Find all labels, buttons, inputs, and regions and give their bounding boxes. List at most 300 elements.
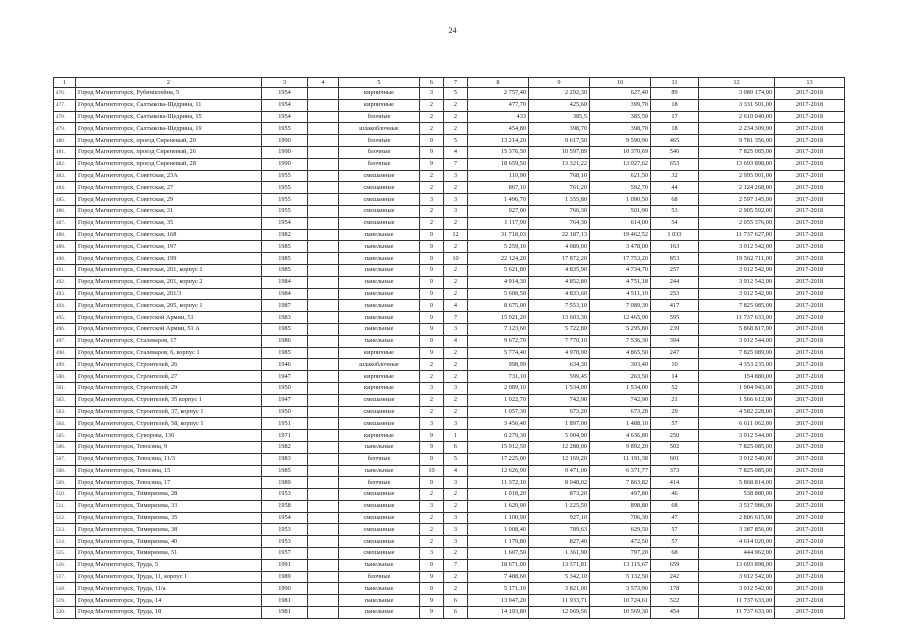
residents-cell: 17 bbox=[651, 111, 699, 123]
area-col-10-cell: 7 863,82 bbox=[590, 477, 651, 489]
col-4-cell bbox=[308, 489, 339, 501]
wall-material-cell: кирпичные bbox=[339, 430, 420, 442]
cost-cell: 7 825 085,00 bbox=[699, 300, 775, 312]
address-cell: Город Магнитогорск, Салтыкова-Щедрина, 19 bbox=[76, 123, 262, 135]
cost-cell: 3 387 856,00 bbox=[699, 524, 775, 536]
period-cell: 2017-2018 bbox=[775, 88, 845, 100]
table-row bbox=[54, 158, 845, 170]
floors-cell: 9 bbox=[420, 253, 444, 265]
floors-cell: 2 bbox=[420, 371, 444, 383]
period-cell: 2017-2018 bbox=[775, 430, 845, 442]
year-built-cell: 1989 bbox=[262, 477, 308, 489]
wall-material-cell: панельные bbox=[339, 253, 420, 265]
entrances-cell: 6 bbox=[444, 607, 468, 619]
cost-cell: 7 825 089,00 bbox=[699, 347, 775, 359]
area-col-9-cell: 17 872,20 bbox=[529, 253, 590, 265]
cost-cell: 4 582 228,00 bbox=[699, 406, 775, 418]
address-cell: Город Магнитогорск, Советская, 23А bbox=[76, 170, 262, 182]
entrances-cell: 7 bbox=[444, 158, 468, 170]
residents-cell: 52 bbox=[651, 382, 699, 394]
area-col-10-cell: 398,70 bbox=[590, 123, 651, 135]
col-4-cell bbox=[308, 253, 339, 265]
cost-cell: 3 912 542,00 bbox=[699, 583, 775, 595]
area-col-9-cell: 3 821,00 bbox=[529, 583, 590, 595]
address-cell: Город Магнитогорск, Строителей, 26 bbox=[76, 359, 262, 371]
period-cell: 2017-2018 bbox=[775, 253, 845, 265]
wall-material-cell: кирпичные bbox=[339, 88, 420, 100]
row-number-cell: 483. bbox=[54, 170, 76, 182]
year-built-cell: 1953 bbox=[262, 536, 308, 548]
entrances-cell: 3 bbox=[444, 512, 468, 524]
area-col-9-cell: 764,30 bbox=[529, 217, 590, 229]
address-cell: Город Магнитогорск, Тимирязева, 51 bbox=[76, 548, 262, 560]
area-col-10-cell: 7 536,30 bbox=[590, 335, 651, 347]
residents-cell: 53 bbox=[651, 205, 699, 217]
area-col-10-cell: 1 488,10 bbox=[590, 418, 651, 430]
total-area-cell: 5 774,40 bbox=[468, 347, 529, 359]
address-cell: Город Магнитогорск, проезд Сиреневый, 26 bbox=[76, 146, 262, 158]
residents-cell: 454 bbox=[651, 607, 699, 619]
table-row bbox=[54, 536, 845, 548]
row-number-cell: 513. bbox=[54, 524, 76, 536]
period-cell: 2017-2018 bbox=[775, 312, 845, 324]
row-number-cell: 498. bbox=[54, 347, 76, 359]
area-col-10-cell: 629,50 bbox=[590, 524, 651, 536]
entrances-cell: 3 bbox=[444, 323, 468, 335]
area-col-10-cell: 797,20 bbox=[590, 548, 651, 560]
area-col-10-cell: 898,80 bbox=[590, 500, 651, 512]
floors-cell: 9 bbox=[420, 300, 444, 312]
row-number-cell: 519. bbox=[54, 595, 76, 607]
year-built-cell: 1985 bbox=[262, 253, 308, 265]
row-number-cell: 493. bbox=[54, 288, 76, 300]
entrances-cell: 4 bbox=[444, 335, 468, 347]
floors-cell: 9 bbox=[420, 477, 444, 489]
address-cell: Город Магнитогорск, Советская, 35 bbox=[76, 217, 262, 229]
year-built-cell: 1981 bbox=[262, 595, 308, 607]
area-col-9-cell: 12 288,00 bbox=[529, 441, 590, 453]
cost-cell: 13 693 898,00 bbox=[699, 158, 775, 170]
col-4-cell bbox=[308, 99, 339, 111]
floors-cell: 9 bbox=[420, 559, 444, 571]
floors-cell: 9 bbox=[420, 288, 444, 300]
col-4-cell bbox=[308, 430, 339, 442]
period-cell: 2017-2018 bbox=[775, 418, 845, 430]
period-cell: 2017-2018 bbox=[775, 477, 845, 489]
year-built-cell: 1953 bbox=[262, 489, 308, 501]
col-4-cell bbox=[308, 194, 339, 206]
period-cell: 2017-2018 bbox=[775, 111, 845, 123]
total-area-cell: 433 bbox=[468, 111, 529, 123]
address-cell: Город Магнитогорск, Тевосяна, 11/3 bbox=[76, 453, 262, 465]
address-cell: Город Магнитогорск, Советской Армии, 51 bbox=[76, 312, 262, 324]
area-col-10-cell: 472,50 bbox=[590, 536, 651, 548]
cost-cell: 6 611 062,00 bbox=[699, 418, 775, 430]
table-row bbox=[54, 170, 845, 182]
total-area-cell: 15 376,50 bbox=[468, 146, 529, 158]
entrances-cell: 2 bbox=[444, 394, 468, 406]
area-col-9-cell: 1 534,00 bbox=[529, 382, 590, 394]
row-number-cell: 520. bbox=[54, 607, 76, 619]
col-4-cell bbox=[308, 394, 339, 406]
total-area-cell: 1 620,00 bbox=[468, 500, 529, 512]
wall-material-cell: шлакоблочные bbox=[339, 359, 420, 371]
year-built-cell: 1953 bbox=[262, 524, 308, 536]
area-col-9-cell: 5 004,90 bbox=[529, 430, 590, 442]
col-4-cell bbox=[308, 583, 339, 595]
address-cell: Город Магнитогорск, Советская, 29 bbox=[76, 194, 262, 206]
area-col-10-cell: 10 569,30 bbox=[590, 607, 651, 619]
address-cell: Город Магнитогорск, проезд Сиреневый, 28 bbox=[76, 158, 262, 170]
residents-cell: 253 bbox=[651, 288, 699, 300]
total-area-cell: 6 279,30 bbox=[468, 430, 529, 442]
year-built-cell: 1989 bbox=[262, 571, 308, 583]
floors-cell: 2 bbox=[420, 359, 444, 371]
table-row bbox=[54, 288, 845, 300]
residents-cell: 47 bbox=[651, 512, 699, 524]
residents-cell: 29 bbox=[651, 406, 699, 418]
housing-register-table bbox=[53, 77, 845, 619]
col-4-cell bbox=[308, 170, 339, 182]
address-cell: Город Магнитогорск, Советская, 27 bbox=[76, 182, 262, 194]
wall-material-cell: смешанные bbox=[339, 406, 420, 418]
year-built-cell: 1954 bbox=[262, 512, 308, 524]
row-number-cell: 477. bbox=[54, 99, 76, 111]
total-area-cell: 867,10 bbox=[468, 182, 529, 194]
col-4-cell bbox=[308, 288, 339, 300]
entrances-cell: 2 bbox=[444, 111, 468, 123]
cost-cell: 11 737 633,00 bbox=[699, 607, 775, 619]
wall-material-cell: панельные bbox=[339, 241, 420, 253]
col-4-cell bbox=[308, 524, 339, 536]
address-cell: Город Магнитогорск, Рубинштейна, 5 bbox=[76, 88, 262, 100]
table-row bbox=[54, 359, 845, 371]
row-number-cell: 512. bbox=[54, 512, 76, 524]
period-cell: 2017-2018 bbox=[775, 158, 845, 170]
address-cell: Город Магнитогорск, Сталеваров, 17 bbox=[76, 335, 262, 347]
period-cell: 2017-2018 bbox=[775, 441, 845, 453]
area-col-9-cell: 13 603,30 bbox=[529, 312, 590, 324]
entrances-cell: 2 bbox=[444, 359, 468, 371]
area-col-9-cell: 1 897,00 bbox=[529, 418, 590, 430]
address-cell: Город Магнитогорск, Тимирязева, 35 bbox=[76, 512, 262, 524]
col-4-cell bbox=[308, 607, 339, 619]
total-area-cell: 18 671,00 bbox=[468, 559, 529, 571]
col-4-cell bbox=[308, 359, 339, 371]
residents-cell: 394 bbox=[651, 335, 699, 347]
cost-cell: 3 912 542,00 bbox=[699, 241, 775, 253]
table-row bbox=[54, 135, 845, 147]
entrances-cell: 2 bbox=[444, 406, 468, 418]
total-area-cell: 110,90 bbox=[468, 170, 529, 182]
wall-material-cell: смешанные bbox=[339, 182, 420, 194]
address-cell: Город Магнитогорск, Труда, 18 bbox=[76, 607, 262, 619]
floors-cell: 9 bbox=[420, 453, 444, 465]
area-col-10-cell: 673,20 bbox=[590, 406, 651, 418]
entrances-cell: 4 bbox=[444, 146, 468, 158]
cost-cell: 3 912 544,00 bbox=[699, 430, 775, 442]
table-row bbox=[54, 217, 845, 229]
residents-cell: 10 bbox=[651, 359, 699, 371]
row-number-cell: 487. bbox=[54, 217, 76, 229]
year-built-cell: 1947 bbox=[262, 394, 308, 406]
total-area-cell: 7 123,60 bbox=[468, 323, 529, 335]
floors-cell: 3 bbox=[420, 382, 444, 394]
cost-cell: 5 868 817,00 bbox=[699, 323, 775, 335]
residents-cell: 54 bbox=[651, 217, 699, 229]
total-area-cell: 4 914,30 bbox=[468, 276, 529, 288]
residents-cell: 18 bbox=[651, 123, 699, 135]
total-area-cell: 1 008,40 bbox=[468, 524, 529, 536]
area-col-10-cell: 385,50 bbox=[590, 111, 651, 123]
period-cell: 2017-2018 bbox=[775, 406, 845, 418]
entrances-cell: 6 bbox=[444, 441, 468, 453]
period-cell: 2017-2018 bbox=[775, 205, 845, 217]
row-number-cell: 515. bbox=[54, 548, 76, 560]
col-4-cell bbox=[308, 276, 339, 288]
area-col-9-cell: 13 371,81 bbox=[529, 559, 590, 571]
floors-cell: 2 bbox=[420, 489, 444, 501]
col-4-cell bbox=[308, 241, 339, 253]
cost-cell: 3 912 542,00 bbox=[699, 276, 775, 288]
cost-cell: 5 868 814,00 bbox=[699, 477, 775, 489]
col-4-cell bbox=[308, 453, 339, 465]
residents-cell: 522 bbox=[651, 595, 699, 607]
address-cell: Город Магнитогорск, Салтыкова-Щедрина, 11 bbox=[76, 99, 262, 111]
area-col-10-cell: 263,50 bbox=[590, 371, 651, 383]
wall-material-cell: блочные bbox=[339, 111, 420, 123]
column-header-8: 8 bbox=[468, 78, 529, 88]
row-number-cell: 496. bbox=[54, 323, 76, 335]
area-col-9-cell: 4 089,00 bbox=[529, 241, 590, 253]
table-row bbox=[54, 559, 845, 571]
column-header-4: 4 bbox=[308, 78, 339, 88]
table-row bbox=[54, 300, 845, 312]
entrances-cell: 2 bbox=[444, 583, 468, 595]
row-number-cell: 488. bbox=[54, 229, 76, 241]
row-number-cell: 514. bbox=[54, 536, 76, 548]
cost-cell: 2 610 040,00 bbox=[699, 111, 775, 123]
entrances-cell: 2 bbox=[444, 264, 468, 276]
wall-material-cell: блочные bbox=[339, 477, 420, 489]
wall-material-cell: смешанные bbox=[339, 217, 420, 229]
area-col-9-cell: 8 048,02 bbox=[529, 477, 590, 489]
wall-material-cell: шлакоблочные bbox=[339, 123, 420, 135]
col-4-cell bbox=[308, 264, 339, 276]
floors-cell: 2 bbox=[420, 406, 444, 418]
area-col-10-cell: 5 295,80 bbox=[590, 323, 651, 335]
floors-cell: 2 bbox=[420, 111, 444, 123]
year-built-cell: 1954 bbox=[262, 88, 308, 100]
row-number-cell: 506. bbox=[54, 441, 76, 453]
col-4-cell bbox=[308, 548, 339, 560]
cost-cell: 3 912 542,00 bbox=[699, 571, 775, 583]
table-row bbox=[54, 264, 845, 276]
area-col-10-cell: 3 478,00 bbox=[590, 241, 651, 253]
wall-material-cell: смешанные bbox=[339, 418, 420, 430]
entrances-cell: 7 bbox=[444, 559, 468, 571]
cost-cell: 538 880,00 bbox=[699, 489, 775, 501]
area-col-9-cell: 761,20 bbox=[529, 182, 590, 194]
col-4-cell bbox=[308, 300, 339, 312]
total-area-cell: 15 921,20 bbox=[468, 312, 529, 324]
col-4-cell bbox=[308, 536, 339, 548]
period-cell: 2017-2018 bbox=[775, 571, 845, 583]
area-col-10-cell: 10 370,69 bbox=[590, 146, 651, 158]
entrances-cell: 2 bbox=[444, 571, 468, 583]
total-area-cell: 1 057,30 bbox=[468, 406, 529, 418]
address-cell: Город Магнитогорск, Труда, 11, корпус 1 bbox=[76, 571, 262, 583]
area-col-9-cell: 789,63 bbox=[529, 524, 590, 536]
address-cell: Город Магнитогорск, Салтыкова-Щедрина, 15 bbox=[76, 111, 262, 123]
cost-cell: 3 912 540,00 bbox=[699, 453, 775, 465]
wall-material-cell: блочные bbox=[339, 158, 420, 170]
floors-cell: 2 bbox=[420, 205, 444, 217]
area-col-9-cell: 4 852,80 bbox=[529, 276, 590, 288]
residents-cell: 373 bbox=[651, 465, 699, 477]
entrances-cell: 2 bbox=[444, 123, 468, 135]
table-row bbox=[54, 111, 845, 123]
period-cell: 2017-2018 bbox=[775, 146, 845, 158]
year-built-cell: 1955 bbox=[262, 194, 308, 206]
residents-cell: 68 bbox=[651, 548, 699, 560]
column-number-row bbox=[54, 78, 845, 88]
col-4-cell bbox=[308, 441, 339, 453]
area-col-9-cell: 398,70 bbox=[529, 123, 590, 135]
residents-cell: 417 bbox=[651, 300, 699, 312]
col-4-cell bbox=[308, 111, 339, 123]
address-cell: Город Магнитогорск, проезд Сиреневый, 20 bbox=[76, 135, 262, 147]
residents-cell: 465 bbox=[651, 135, 699, 147]
period-cell: 2017-2018 bbox=[775, 194, 845, 206]
address-cell: Город Магнитогорск, Строителей, 35 корпус 1 bbox=[76, 394, 262, 406]
total-area-cell: 2 089,10 bbox=[468, 382, 529, 394]
table-row bbox=[54, 123, 845, 135]
residents-cell: 653 bbox=[651, 158, 699, 170]
table-row bbox=[54, 253, 845, 265]
column-header-10: 10 bbox=[590, 78, 651, 88]
floors-cell: 9 bbox=[420, 264, 444, 276]
area-col-10-cell: 9 892,20 bbox=[590, 441, 651, 453]
table-row bbox=[54, 430, 845, 442]
cost-cell: 3 912 542,00 bbox=[699, 288, 775, 300]
area-col-9-cell: 1 361,90 bbox=[529, 548, 590, 560]
floors-cell: 9 bbox=[420, 146, 444, 158]
total-area-cell: 5 608,50 bbox=[468, 288, 529, 300]
cost-cell: 11 737 633,00 bbox=[699, 312, 775, 324]
total-area-cell: 454,80 bbox=[468, 123, 529, 135]
table-row bbox=[54, 607, 845, 619]
column-header-5: 5 bbox=[339, 78, 420, 88]
table-row bbox=[54, 500, 845, 512]
year-built-cell: 1990 bbox=[262, 135, 308, 147]
entrances-cell: 5 bbox=[444, 88, 468, 100]
row-number-cell: 508. bbox=[54, 465, 76, 477]
cost-cell: 7 825 085,00 bbox=[699, 441, 775, 453]
area-col-10-cell: 6 371,77 bbox=[590, 465, 651, 477]
area-col-10-cell: 9 590,90 bbox=[590, 135, 651, 147]
floors-cell: 3 bbox=[420, 500, 444, 512]
residents-cell: 853 bbox=[651, 253, 699, 265]
column-header-3: 3 bbox=[262, 78, 308, 88]
period-cell: 2017-2018 bbox=[775, 123, 845, 135]
col-4-cell bbox=[308, 371, 339, 383]
row-number-cell: 518. bbox=[54, 583, 76, 595]
year-built-cell: 1950 bbox=[262, 406, 308, 418]
floors-cell: 2 bbox=[420, 99, 444, 111]
table-row bbox=[54, 512, 845, 524]
table-row bbox=[54, 441, 845, 453]
year-built-cell: 1985 bbox=[262, 347, 308, 359]
area-col-9-cell: 1 225,50 bbox=[529, 500, 590, 512]
address-cell: Город Магнитогорск, Советская, 201/3 bbox=[76, 288, 262, 300]
cost-cell: 11 737 627,00 bbox=[699, 229, 775, 241]
period-cell: 2017-2018 bbox=[775, 300, 845, 312]
col-4-cell bbox=[308, 217, 339, 229]
column-header-13: 13 bbox=[775, 78, 845, 88]
total-area-cell: 998,99 bbox=[468, 359, 529, 371]
total-area-cell: 18 659,50 bbox=[468, 158, 529, 170]
floors-cell: 3 bbox=[420, 548, 444, 560]
residents-cell: 1 033 bbox=[651, 229, 699, 241]
residents-cell: 257 bbox=[651, 264, 699, 276]
period-cell: 2017-2018 bbox=[775, 583, 845, 595]
area-col-9-cell: 4 835,90 bbox=[529, 264, 590, 276]
col-4-cell bbox=[308, 465, 339, 477]
table-row bbox=[54, 182, 845, 194]
floors-cell: 9 bbox=[420, 441, 444, 453]
area-col-9-cell: 7 770,10 bbox=[529, 335, 590, 347]
year-built-cell: 1984 bbox=[262, 276, 308, 288]
area-col-9-cell: 766,30 bbox=[529, 205, 590, 217]
address-cell: Город Магнитогорск, Строителей, 37, корпус 1 bbox=[76, 406, 262, 418]
row-number-cell: 490. bbox=[54, 253, 76, 265]
floors-cell: 2 bbox=[420, 123, 444, 135]
row-number-cell: 500. bbox=[54, 371, 76, 383]
area-col-9-cell: 12 069,56 bbox=[529, 607, 590, 619]
period-cell: 2017-2018 bbox=[775, 548, 845, 560]
total-area-cell: 1 117,90 bbox=[468, 217, 529, 229]
entrances-cell: 2 bbox=[444, 288, 468, 300]
table-row bbox=[54, 276, 845, 288]
cost-cell: 7 825 085,00 bbox=[699, 465, 775, 477]
row-number-cell: 499. bbox=[54, 359, 76, 371]
residents-cell: 163 bbox=[651, 241, 699, 253]
period-cell: 2017-2018 bbox=[775, 489, 845, 501]
entrances-cell: 2 bbox=[444, 347, 468, 359]
column-header-9: 9 bbox=[529, 78, 590, 88]
residents-cell: 68 bbox=[651, 500, 699, 512]
residents-cell: 242 bbox=[651, 571, 699, 583]
residents-cell: 57 bbox=[651, 418, 699, 430]
col-4-cell bbox=[308, 500, 339, 512]
residents-cell: 250 bbox=[651, 430, 699, 442]
col-4-cell bbox=[308, 146, 339, 158]
area-col-10-cell: 627,40 bbox=[590, 88, 651, 100]
area-col-9-cell: 22 187,13 bbox=[529, 229, 590, 241]
total-area-cell: 1 100,90 bbox=[468, 512, 529, 524]
column-header-2: 2 bbox=[76, 78, 262, 88]
col-4-cell bbox=[308, 158, 339, 170]
year-built-cell: 1984 bbox=[262, 288, 308, 300]
table-row bbox=[54, 418, 845, 430]
floors-cell: 9 bbox=[420, 430, 444, 442]
total-area-cell: 22 124,20 bbox=[468, 253, 529, 265]
table-row bbox=[54, 489, 845, 501]
floors-cell: 9 bbox=[420, 571, 444, 583]
period-cell: 2017-2018 bbox=[775, 524, 845, 536]
row-number-cell: 480. bbox=[54, 135, 76, 147]
